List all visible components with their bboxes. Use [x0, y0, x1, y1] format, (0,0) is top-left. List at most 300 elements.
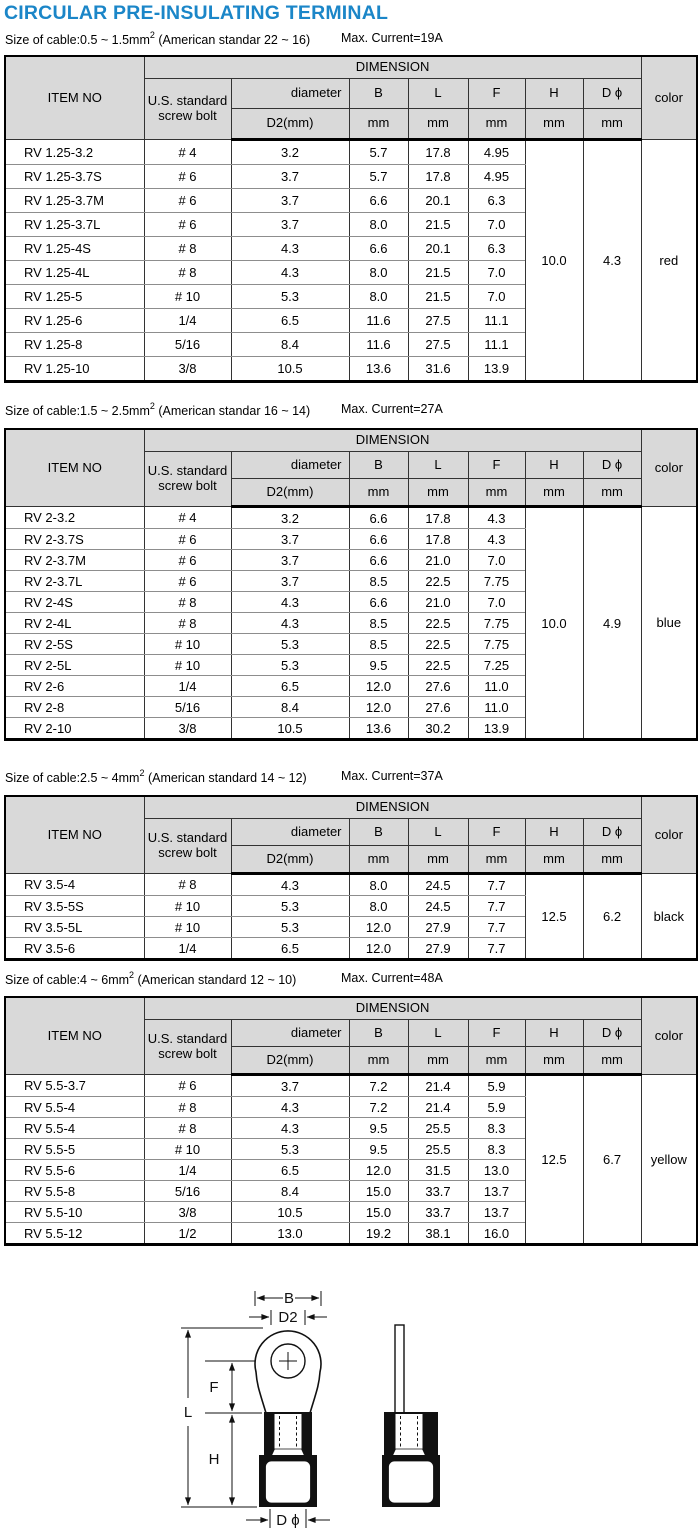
cell-value: 7.0 — [468, 550, 525, 571]
cell-dphi: 6.7 — [583, 1075, 641, 1245]
cell-value: # 10 — [144, 917, 231, 938]
cell-value: 5/16 — [144, 1181, 231, 1202]
cell-value: 11.6 — [349, 309, 408, 333]
cell-value: 12.0 — [349, 917, 408, 938]
cell-value: 6.5 — [231, 309, 349, 333]
cell-value: 30.2 — [408, 718, 468, 740]
cell-value: # 6 — [144, 1075, 231, 1097]
header-dimension: DIMENSION — [144, 796, 641, 819]
insulation-bore-side — [389, 1461, 434, 1503]
cell-value: 6.6 — [349, 189, 408, 213]
cell-item-no: RV 5.5-3.7 — [5, 1075, 144, 1097]
cell-value: 13.7 — [468, 1202, 525, 1223]
cell-value: 7.0 — [468, 261, 525, 285]
cell-value: 11.1 — [468, 309, 525, 333]
cell-item-no: RV 2-3.7S — [5, 529, 144, 550]
cell-value: 13.7 — [468, 1181, 525, 1202]
cell-value: 6.6 — [349, 592, 408, 613]
cell-item-no: RV 2-4L — [5, 613, 144, 634]
header-dim-col: D ϕ — [583, 819, 641, 846]
cell-color: black — [641, 874, 697, 960]
cell-value: 1/4 — [144, 938, 231, 960]
cell-value: 3/8 — [144, 718, 231, 740]
cell-value: 22.5 — [408, 613, 468, 634]
cell-value: 8.0 — [349, 261, 408, 285]
cell-value: 3.7 — [231, 165, 349, 189]
cell-value: 24.5 — [408, 874, 468, 896]
cell-value: # 10 — [144, 655, 231, 676]
cell-value: 20.1 — [408, 237, 468, 261]
cell-value: 4.3 — [231, 1097, 349, 1118]
cell-value: 5.3 — [231, 1139, 349, 1160]
cell-h: 10.0 — [525, 140, 583, 382]
cell-value: 8.3 — [468, 1139, 525, 1160]
cell-dphi: 4.9 — [583, 507, 641, 740]
cell-item-no: RV 1.25-3.7S — [5, 165, 144, 189]
header-color: color — [641, 997, 697, 1075]
cell-value: 7.7 — [468, 938, 525, 960]
cell-value: 22.5 — [408, 571, 468, 592]
cell-value: # 6 — [144, 189, 231, 213]
header-dim-col: D ϕ — [583, 452, 641, 479]
cell-value: # 8 — [144, 1097, 231, 1118]
cell-value: 19.2 — [349, 1223, 408, 1245]
table-row — [5, 140, 697, 165]
cell-value: 5/16 — [144, 697, 231, 718]
cell-value: 3.7 — [231, 189, 349, 213]
cell-value: 8.3 — [468, 1118, 525, 1139]
cell-color: blue — [641, 507, 697, 740]
cell-item-no: RV 2-3.7M — [5, 550, 144, 571]
cell-value: # 8 — [144, 261, 231, 285]
cell-value: 24.5 — [408, 896, 468, 917]
header-unit: mm — [525, 846, 583, 874]
cell-dphi: 4.3 — [583, 140, 641, 382]
header-item-no: ITEM NO — [5, 429, 144, 507]
cell-value: 12.0 — [349, 1160, 408, 1181]
cell-value: 11.6 — [349, 333, 408, 357]
cell-value: 21.0 — [408, 592, 468, 613]
cell-value: 12.0 — [349, 938, 408, 960]
header-unit: mm — [349, 479, 408, 507]
cell-value: 3.7 — [231, 1075, 349, 1097]
cell-value: 7.0 — [468, 592, 525, 613]
header-dim-col: H — [525, 452, 583, 479]
cell-value: 21.4 — [408, 1097, 468, 1118]
superscript: 2 — [149, 30, 155, 40]
cell-value: 38.1 — [408, 1223, 468, 1245]
header-unit: mm — [525, 1047, 583, 1075]
cell-value: 9.5 — [349, 1139, 408, 1160]
header-color: color — [641, 796, 697, 874]
terminal-side-view — [382, 1325, 440, 1507]
cell-value: 5.7 — [349, 140, 408, 165]
cell-value: 3/8 — [144, 357, 231, 382]
cell-value: 17.8 — [408, 507, 468, 529]
cell-item-no: RV 1.25-3.7M — [5, 189, 144, 213]
page-title: CIRCULAR PRE-INSULATING TERMINAL — [4, 2, 389, 24]
cable-size-caption — [5, 769, 697, 785]
cell-item-no: RV 1.25-4S — [5, 237, 144, 261]
header-dim-col: F — [468, 452, 525, 479]
header-dim-col: F — [468, 79, 525, 109]
cell-value: 5.7 — [349, 165, 408, 189]
cable-size-text: Size of cable:4 ~ $6mm^2$ (American standard 12 ~ 10) — [5, 970, 297, 988]
cell-value: 10.5 — [231, 1202, 349, 1223]
cell-item-no: RV 2-5S — [5, 634, 144, 655]
cell-value: 25.5 — [408, 1118, 468, 1139]
header-dim-col: H — [525, 819, 583, 846]
cell-value: 13.0 — [468, 1160, 525, 1181]
header-dimension: DIMENSION — [144, 429, 641, 452]
cell-value: 7.2 — [349, 1075, 408, 1097]
cell-dphi: 6.2 — [583, 874, 641, 960]
cell-value: 6.6 — [349, 550, 408, 571]
header-dim-col: D ϕ — [583, 79, 641, 109]
cell-item-no: RV 5.5-10 — [5, 1202, 144, 1223]
header-d2: D2(mm) — [231, 846, 349, 874]
cell-value: 27.6 — [408, 676, 468, 697]
cell-value: 5/16 — [144, 333, 231, 357]
header-diameter: diameter — [231, 452, 349, 479]
cell-value: 4.3 — [231, 237, 349, 261]
max-current-text: Max. Current=48A — [341, 971, 443, 985]
dimension-dphi-label: D ϕ — [276, 1512, 300, 1529]
cell-item-no: RV 1.25-10 — [5, 357, 144, 382]
cell-value: 4.3 — [231, 261, 349, 285]
header-dim-col: L — [408, 819, 468, 846]
cell-value: 17.8 — [408, 140, 468, 165]
cell-value: 4.3 — [231, 874, 349, 896]
insulation-bore-front — [266, 1461, 311, 1503]
cell-value: 5.3 — [231, 917, 349, 938]
header-dim-col: L — [408, 1020, 468, 1047]
cell-item-no: RV 5.5-4 — [5, 1097, 144, 1118]
cell-value: # 6 — [144, 550, 231, 571]
cell-value: 1/4 — [144, 676, 231, 697]
cell-value: 27.6 — [408, 697, 468, 718]
cell-value: # 8 — [144, 237, 231, 261]
header-unit: mm — [468, 846, 525, 874]
cell-value: 6.5 — [231, 1160, 349, 1181]
table-row — [5, 874, 697, 896]
cell-item-no: RV 1.25-5 — [5, 285, 144, 309]
cell-h: 12.5 — [525, 874, 583, 960]
cell-value: 6.5 — [231, 938, 349, 960]
cell-value: 15.0 — [349, 1181, 408, 1202]
cell-value: 6.5 — [231, 676, 349, 697]
cell-value: 4.3 — [231, 1118, 349, 1139]
dimension-f-label: F — [209, 1379, 219, 1396]
cell-value: 7.75 — [468, 634, 525, 655]
cell-value: 1/2 — [144, 1223, 231, 1245]
max-current-text: Max. Current=37A — [341, 769, 443, 783]
cell-value: 4.95 — [468, 165, 525, 189]
cell-item-no: RV 5.5-6 — [5, 1160, 144, 1181]
cell-value: 5.3 — [231, 896, 349, 917]
header-unit: mm — [468, 109, 525, 140]
cell-value: 6.3 — [468, 237, 525, 261]
header-item-no: ITEM NO — [5, 796, 144, 874]
header-unit: mm — [525, 109, 583, 140]
cell-value: 4.95 — [468, 140, 525, 165]
cell-value: 7.75 — [468, 571, 525, 592]
header-d2: D2(mm) — [231, 479, 349, 507]
header-dim-col: B — [349, 1020, 408, 1047]
header-row — [5, 997, 697, 1020]
cell-value: 25.5 — [408, 1139, 468, 1160]
cell-value: 20.1 — [408, 189, 468, 213]
cell-item-no: RV 2-6 — [5, 676, 144, 697]
header-unit: mm — [349, 846, 408, 874]
cell-value: 6.6 — [349, 507, 408, 529]
cell-value: 21.4 — [408, 1075, 468, 1097]
header-unit: mm — [583, 1047, 641, 1075]
cell-value: # 6 — [144, 213, 231, 237]
cell-item-no: RV 5.5-8 — [5, 1181, 144, 1202]
cell-value: 6.3 — [468, 189, 525, 213]
max-current-text: Max. Current=27A — [341, 402, 443, 416]
spec-table — [4, 996, 698, 1246]
header-dim-col: D ϕ — [583, 1020, 641, 1047]
cell-value: 13.0 — [231, 1223, 349, 1245]
cell-value: 8.5 — [349, 613, 408, 634]
cell-value: 8.0 — [349, 874, 408, 896]
cell-item-no: RV 1.25-6 — [5, 309, 144, 333]
header-d2: D2(mm) — [231, 109, 349, 140]
cell-item-no: RV 3.5-6 — [5, 938, 144, 960]
cell-value: # 6 — [144, 529, 231, 550]
cell-value: 5.3 — [231, 634, 349, 655]
cell-item-no: RV 2-8 — [5, 697, 144, 718]
cell-item-no: RV 5.5-5 — [5, 1139, 144, 1160]
cell-value: 8.0 — [349, 285, 408, 309]
header-unit: mm — [349, 109, 408, 140]
cell-value: 7.25 — [468, 655, 525, 676]
cell-item-no: RV 2-3.2 — [5, 507, 144, 529]
dimension-l-label: L — [183, 1404, 193, 1421]
cell-value: 3.7 — [231, 571, 349, 592]
cell-value: # 10 — [144, 285, 231, 309]
cell-value: 7.0 — [468, 285, 525, 309]
header-color: color — [641, 56, 697, 140]
header-row — [5, 56, 697, 79]
header-row — [5, 796, 697, 819]
header-item-no: ITEM NO — [5, 997, 144, 1075]
cell-item-no: RV 5.5-4 — [5, 1118, 144, 1139]
cell-value: 31.6 — [408, 357, 468, 382]
cell-value: # 10 — [144, 1139, 231, 1160]
cell-value: # 4 — [144, 140, 231, 165]
cell-value: 21.5 — [408, 213, 468, 237]
spec-table — [4, 795, 698, 961]
dimension-h-label: H — [208, 1451, 220, 1468]
cell-value: 11.1 — [468, 333, 525, 357]
cell-value: 33.7 — [408, 1202, 468, 1223]
cell-value: 8.5 — [349, 571, 408, 592]
cell-item-no: RV 2-3.7L — [5, 571, 144, 592]
header-screw-bolt: U.S. standard screw bolt — [144, 1020, 231, 1075]
cell-value: 15.0 — [349, 1202, 408, 1223]
cell-value: # 10 — [144, 896, 231, 917]
header-dim-col: B — [349, 79, 408, 109]
cell-value: 10.5 — [231, 718, 349, 740]
cable-size-text: Size of cable:1.5 ~ $2.5mm^2$ (American standar 16 ~ 14) — [5, 401, 311, 419]
crimp-window-front — [275, 1414, 302, 1449]
cell-color: yellow — [641, 1075, 697, 1245]
superscript: 2 — [149, 401, 155, 411]
header-unit: mm — [525, 479, 583, 507]
table-row — [5, 507, 697, 529]
cell-value: 3.7 — [231, 529, 349, 550]
cell-value: 27.9 — [408, 917, 468, 938]
cell-value: 11.0 — [468, 697, 525, 718]
header-screw-bolt: U.S. standard screw bolt — [144, 79, 231, 140]
cable-size-caption — [5, 31, 697, 47]
cell-h: 10.0 — [525, 507, 583, 740]
cell-item-no: RV 2-4S — [5, 592, 144, 613]
cell-value: # 6 — [144, 571, 231, 592]
cell-value: 3.2 — [231, 140, 349, 165]
cell-value: # 4 — [144, 507, 231, 529]
cell-item-no: RV 3.5-5S — [5, 896, 144, 917]
cell-value: 27.5 — [408, 333, 468, 357]
header-unit: mm — [468, 479, 525, 507]
cell-value: 17.8 — [408, 165, 468, 189]
cell-value: 4.3 — [468, 507, 525, 529]
cell-value: 8.4 — [231, 1181, 349, 1202]
superscript: 2 — [129, 970, 135, 980]
cell-h: 12.5 — [525, 1075, 583, 1245]
cell-value: 8.0 — [349, 896, 408, 917]
cell-value: 3.2 — [231, 507, 349, 529]
cell-value: 22.5 — [408, 655, 468, 676]
header-screw-bolt: U.S. standard screw bolt — [144, 819, 231, 874]
cell-value: 22.5 — [408, 634, 468, 655]
cell-value: 6.6 — [349, 237, 408, 261]
cell-item-no: RV 1.25-8 — [5, 333, 144, 357]
cell-value: 6.6 — [349, 529, 408, 550]
cell-value: # 8 — [144, 1118, 231, 1139]
cell-value: 8.5 — [349, 634, 408, 655]
cell-value: 4.3 — [231, 613, 349, 634]
header-dim-col: H — [525, 1020, 583, 1047]
dimension-d2-label: D2 — [278, 1309, 298, 1326]
cell-value: 27.5 — [408, 309, 468, 333]
cable-size-text: Size of cable:2.5 ~ $4mm^2$ (American standard 14 ~ 12) — [5, 768, 307, 786]
cell-value: # 8 — [144, 874, 231, 896]
cell-value: 27.9 — [408, 938, 468, 960]
header-dimension: DIMENSION — [144, 56, 641, 79]
cell-item-no: RV 2-5L — [5, 655, 144, 676]
header-diameter: diameter — [231, 79, 349, 109]
cable-size-text: Size of cable:0.5 ~ $1.5mm^2$ (American standar 22 ~ 16) — [5, 30, 311, 48]
header-screw-bolt: U.S. standard screw bolt — [144, 452, 231, 507]
cell-item-no: RV 2-10 — [5, 718, 144, 740]
cell-value: 8.4 — [231, 697, 349, 718]
cell-value: 7.7 — [468, 896, 525, 917]
cell-value: 1/4 — [144, 309, 231, 333]
cell-value: 17.8 — [408, 529, 468, 550]
cell-value: 9.5 — [349, 1118, 408, 1139]
cell-item-no: RV 3.5-5L — [5, 917, 144, 938]
superscript: 2 — [139, 768, 145, 778]
header-dim-col: B — [349, 452, 408, 479]
header-unit: mm — [408, 1047, 468, 1075]
cell-value: 7.7 — [468, 917, 525, 938]
cell-value: 8.0 — [349, 213, 408, 237]
cell-value: # 8 — [144, 592, 231, 613]
spec-table — [4, 428, 698, 741]
cell-value: 5.3 — [231, 285, 349, 309]
cell-item-no: RV 5.5-12 — [5, 1223, 144, 1245]
cell-value: # 8 — [144, 613, 231, 634]
header-unit: mm — [583, 109, 641, 140]
header-unit: mm — [468, 1047, 525, 1075]
terminal-diagram — [120, 1282, 590, 1532]
cell-value: 5.9 — [468, 1097, 525, 1118]
cell-value: 21.0 — [408, 550, 468, 571]
header-dim-col: F — [468, 1020, 525, 1047]
header-dimension: DIMENSION — [144, 997, 641, 1020]
cell-value: 16.0 — [468, 1223, 525, 1245]
cell-value: 10.5 — [231, 357, 349, 382]
cell-value: 13.6 — [349, 357, 408, 382]
cell-value: 33.7 — [408, 1181, 468, 1202]
cell-value: 5.3 — [231, 655, 349, 676]
cell-item-no: RV 3.5-4 — [5, 874, 144, 896]
cell-value: 3/8 — [144, 1202, 231, 1223]
cell-value: 13.9 — [468, 718, 525, 740]
cell-item-no: RV 1.25-3.2 — [5, 140, 144, 165]
terminal-front-view — [255, 1331, 321, 1507]
cell-value: 7.0 — [468, 213, 525, 237]
cell-value: 8.4 — [231, 333, 349, 357]
header-unit: mm — [408, 479, 468, 507]
cell-value: 3.7 — [231, 213, 349, 237]
cell-value: 12.0 — [349, 676, 408, 697]
crimp-window-side — [396, 1414, 423, 1449]
cell-item-no: RV 1.25-4L — [5, 261, 144, 285]
dimension-b-label: B — [283, 1290, 295, 1307]
cell-value: 4.3 — [468, 529, 525, 550]
spec-table — [4, 55, 698, 383]
header-dim-col: H — [525, 79, 583, 109]
header-diameter: diameter — [231, 1020, 349, 1047]
max-current-text: Max. Current=19A — [341, 31, 443, 45]
cell-value: 4.3 — [231, 592, 349, 613]
cable-size-caption — [5, 402, 697, 418]
cell-item-no: RV 1.25-3.7L — [5, 213, 144, 237]
cell-color: red — [641, 140, 697, 382]
cell-value: 7.2 — [349, 1097, 408, 1118]
cell-value: 5.9 — [468, 1075, 525, 1097]
cell-value: # 10 — [144, 634, 231, 655]
header-dim-col: F — [468, 819, 525, 846]
cell-value: 13.9 — [468, 357, 525, 382]
tab-side — [395, 1325, 404, 1414]
cell-value: 9.5 — [349, 655, 408, 676]
header-diameter: diameter — [231, 819, 349, 846]
header-row — [5, 429, 697, 452]
cell-value: 13.6 — [349, 718, 408, 740]
header-unit: mm — [408, 846, 468, 874]
cell-value: # 6 — [144, 165, 231, 189]
cell-value: 3.7 — [231, 550, 349, 571]
header-item-no: ITEM NO — [5, 56, 144, 140]
header-color: color — [641, 429, 697, 507]
cell-value: 31.5 — [408, 1160, 468, 1181]
